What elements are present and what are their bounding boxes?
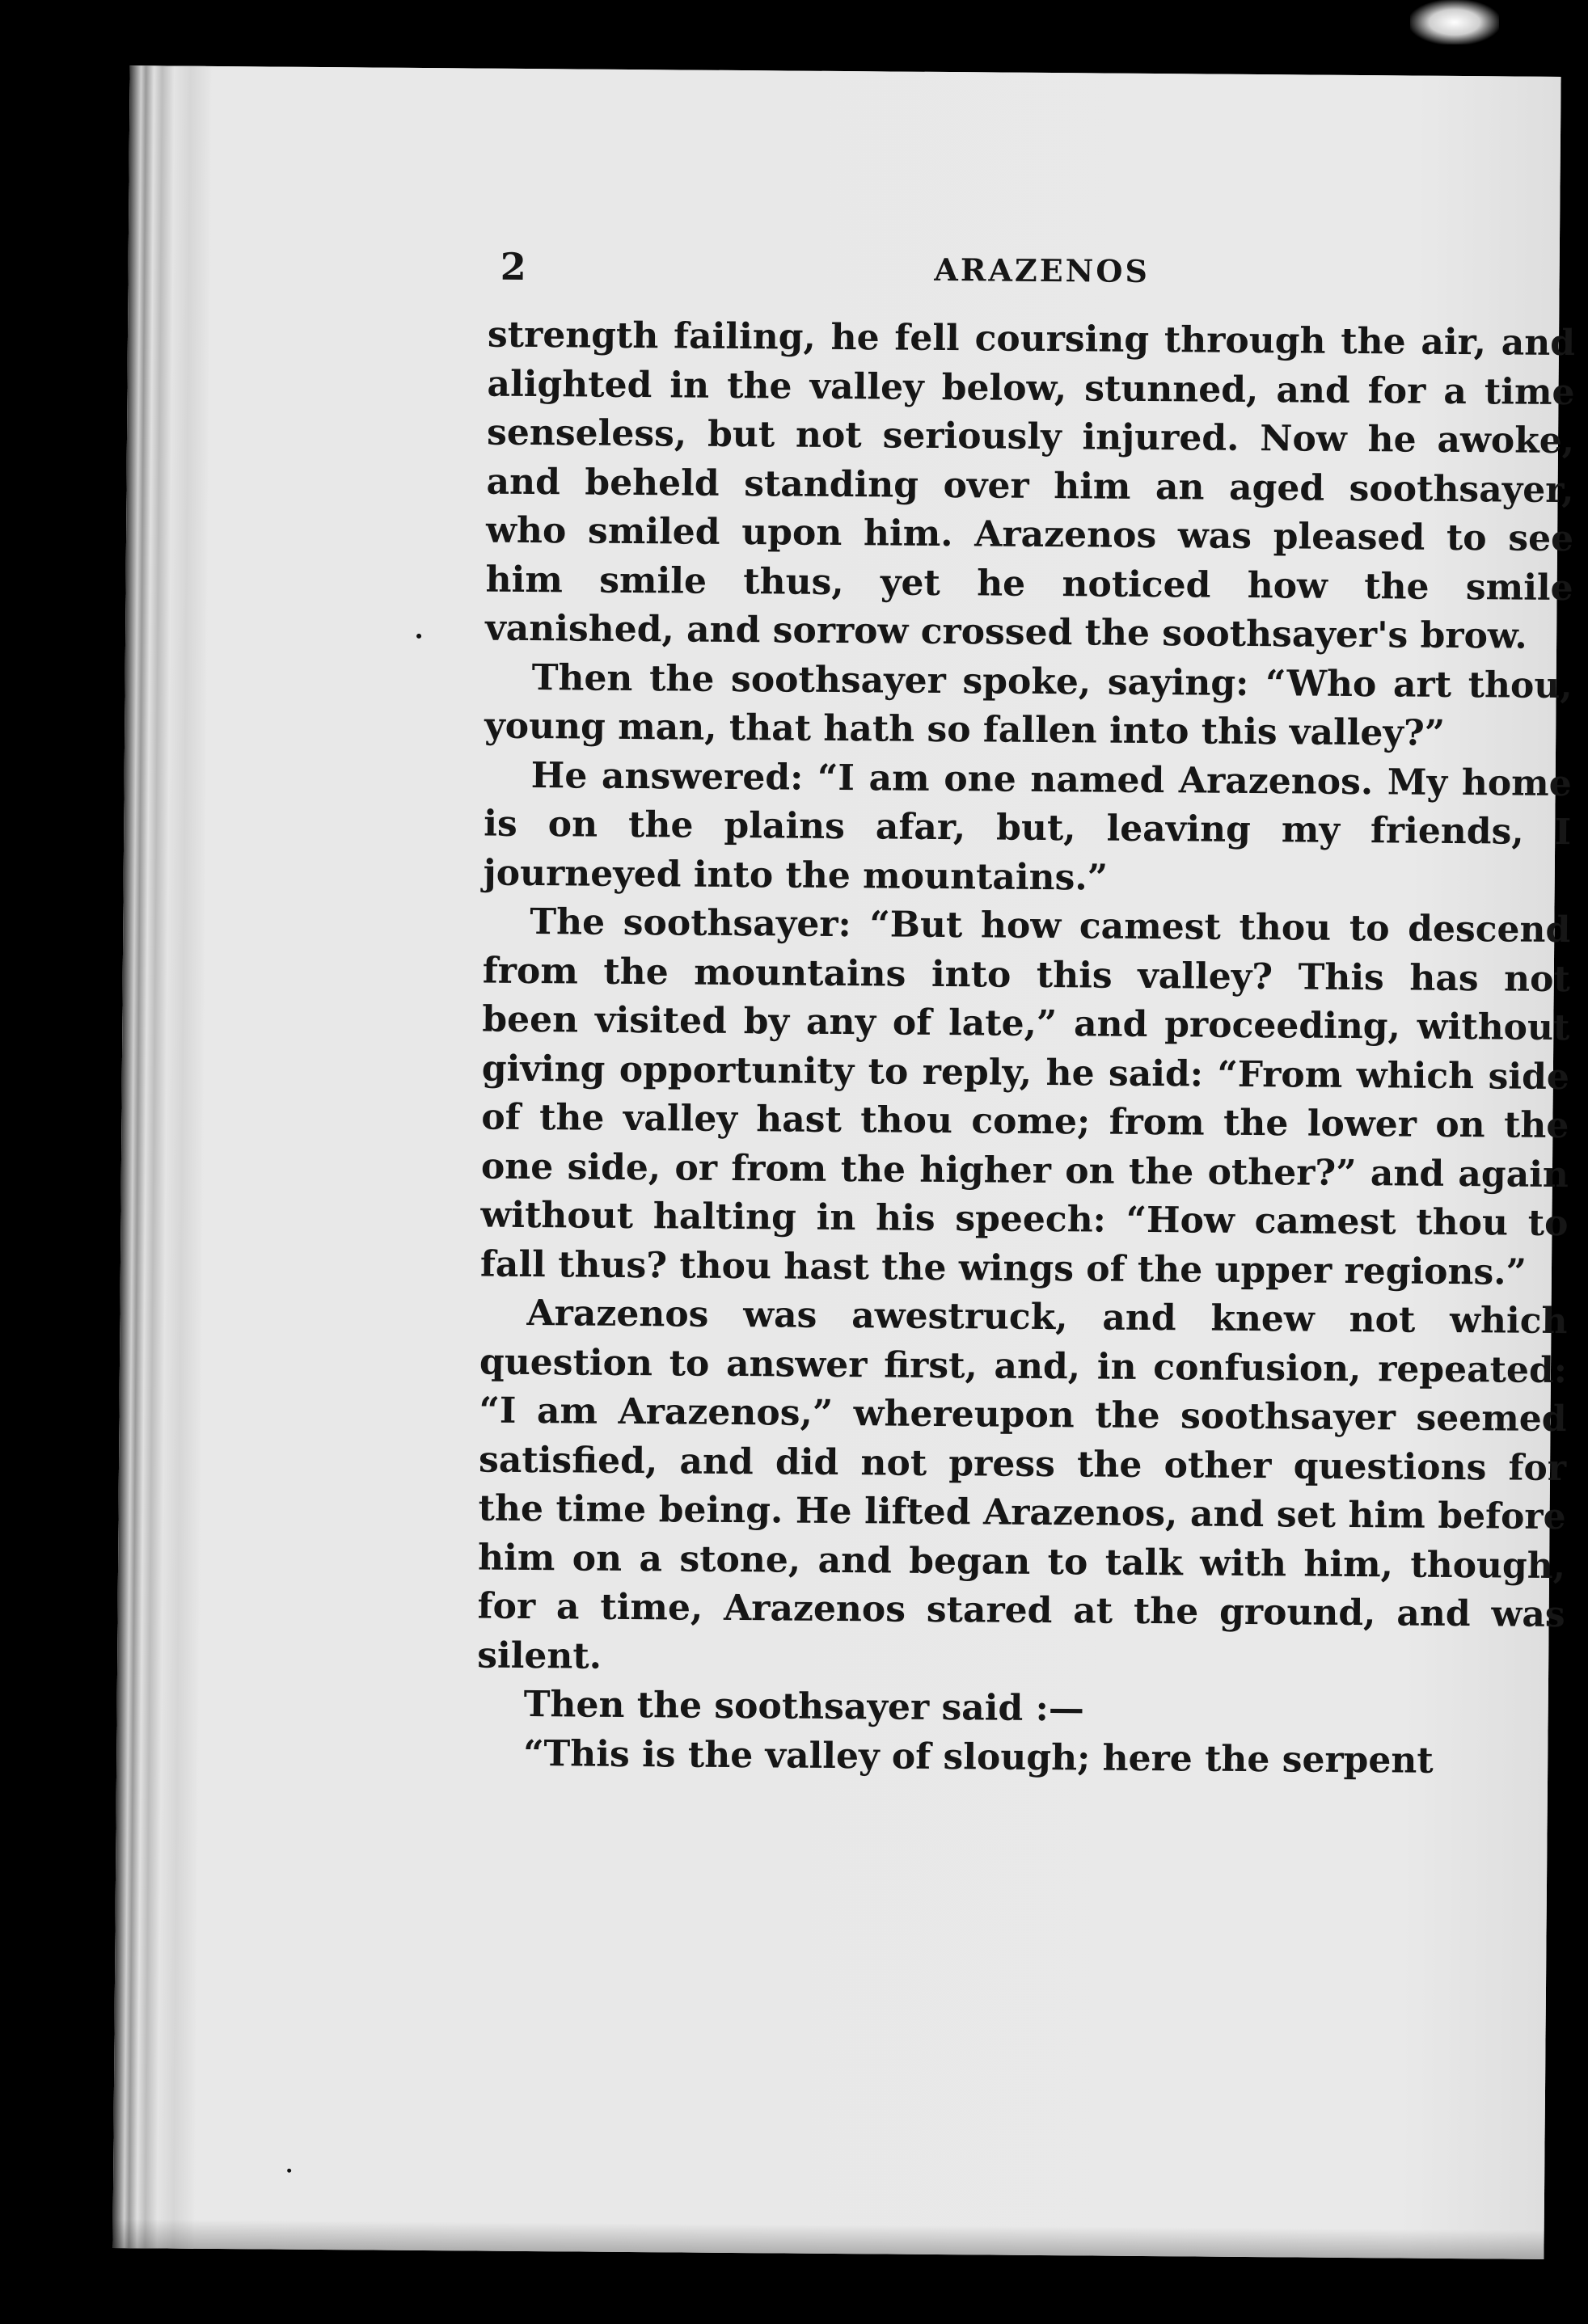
page-speck [416,634,421,639]
paragraph-4: The soothsayer: “But how camest thou to descend from the mountains into this valley? This has not been visited by any of late,” and proceeding, without giving opportunity to reply, he said: “From which side of the valley hast thou come; from the lower on the one side, or from the higher on the other?” and again without halting in his speech: “How camest thou to fall thus? thou hast the wings of the upper regions.” [479,901,1571,1293]
body-text [476,311,1575,1787]
paragraph-3: He answered: “I am one named Arazenos. My home is on the plains afar, but, leaving my friends, I journeyed into the mountains.” [483,754,1572,899]
paragraph-5: Arazenos was awestruck, and knew not which question to answer first, and, in confusion, repeated: “I am Arazenos,” whereupon the soothsayer seemed satisfied, and did not press the other questions for the time being. He lifted Arazenos, and set him before him on a stone, and began to talk with him, though, for a time, Arazenos stared at the ground, and was silent. [476,1292,1568,1677]
paragraph-6: Then the soothsayer said :— [523,1683,1085,1730]
book-page [112,65,1576,2259]
page-header [500,245,1584,310]
page-bottom-shadow [112,2219,1544,2259]
paragraph-7: “This is the valley of slough; here the serpent [523,1732,1434,1782]
page-speck [287,2169,291,2173]
page-binding-edge [112,65,210,2249]
running-title: ARAZENOS [934,251,1151,290]
paragraph-1: strength failing, he fell coursing through the air, and alighted in the valley below, stunned, and for a time senseless, but not seriously injured. Now he awoke, and beheld standing over him an aged soothsayer, who smiled upon him. Arazenos was pleased to see him smile thus, yet he noticed how the smile vanished, and sorrow crossed the soothsayer's brow. [484,314,1576,657]
page-number: 2 [500,244,526,289]
paragraph-2: Then the soothsayer spoke, saying: “Who art thou, young man, that hath so fallen into this valley?” [484,656,1573,754]
scan-flare [1410,0,1499,44]
